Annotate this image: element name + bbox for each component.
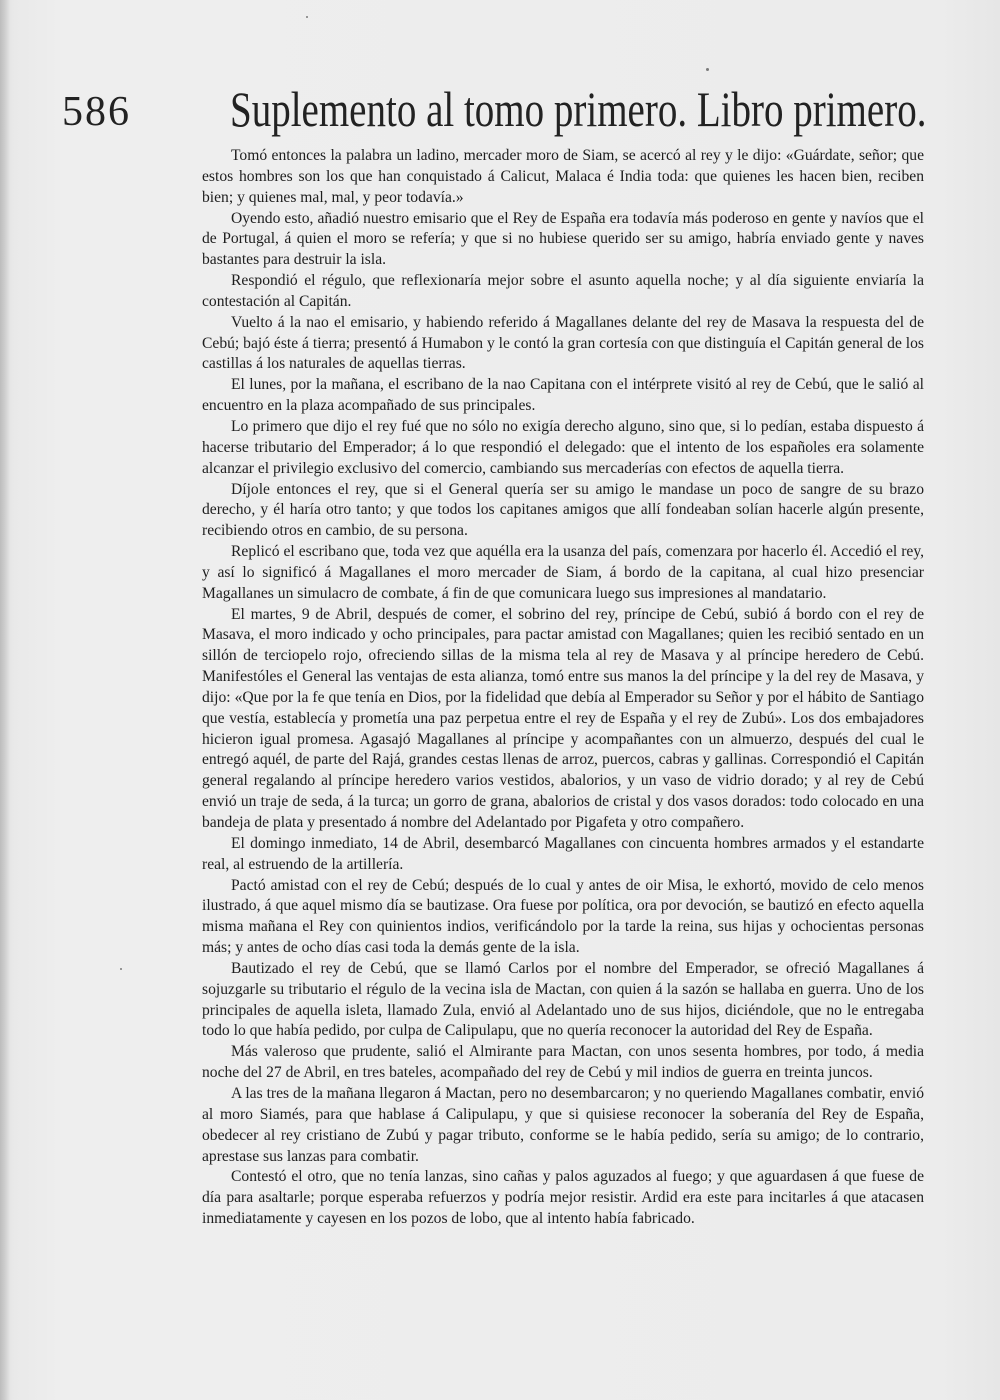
paragraph: Respondió el régulo, que reflexionaría mejor sobre el asunto aquella noche; y al día siguiente enviaría la contestación al Capitán. [202, 272, 924, 310]
paragraph: Contestó el otro, que no tenía lanzas, sino cañas y palos aguzados al fuego; y que aguardasen á que fuese de día para asaltarle; porque esperaba refuerzos y podría mejor resistir. Ardid era este para incitarles á que atacasen inmediatamente y cayesen en los pozos de lobo, que al intento había fabricado. [202, 1168, 924, 1228]
paragraph: Oyendo esto, añadió nuestro emisario que el Rey de España era todavía más poderoso en gente y navíos que el de Portugal, á quien el moro se refería; y que si no hubiese querido ser su amigo, habría enviado gente y naves bastantes para destruir la isla. [202, 209, 924, 269]
body-text [202, 146, 924, 1230]
paragraph: Lo primero que dijo el rey fué que no sólo no exigía derecho alguno, sino que, si lo pedían, estaba dispuesto á hacerse tributario del Emperador; á lo que respondió el delegado: que el intento de los españoles era solamente alcanzar el privilegio exclusivo del comercio, cambiando sus mercaderías con efectos de aquella tierra. [202, 417, 924, 477]
paper-speck [706, 68, 709, 71]
paragraph: Bautizado el rey de Cebú, que se llamó Carlos por el nombre del Emperador, se ofreció Magallanes á sojuzgarle su tributario el régulo de la vecina isla de Mactan, con quien á la sazón se hallaba en guerra. Uno de los principales de aquella isleta, llamado Zula, envió al Adelantado uno de sus hijos, diciéndole, que no le entregaba todo lo que había pedido, por culpa de Calipulapu, que no quería reconocer la autoridad del Rey de España. [202, 959, 924, 1040]
paragraph: Replicó el escribano que, toda vez que aquélla era la usanza del país, comenzara por hacerlo él. Accedió el rey, y así lo significó á Magallanes el moro mercader de Siam, á bordo de la capitana, al cual hizo presenciar Magallanes un simulacro de combate, á fin de que comunicara luego sus impresiones al mandatario. [202, 543, 924, 602]
paragraph: Vuelto á la nao el emisario, y habiendo referido á Magallanes delante del rey de Masava la respuesta del de Cebú; bajó éste á tierra; presentó á Humabon y le contó la gran cortesía con que distinguía el Capitán general de los castillas á los naturales de aquellas tierras. [202, 313, 924, 373]
paragraph: El domingo inmediato, 14 de Abril, desembarcó Magallanes con cincuenta hombres armados y el estandarte real, al estruendo de la artillería. [202, 834, 924, 873]
page-number: 586 [62, 89, 131, 135]
paragraph: Díjole entonces el rey, que si el General quería ser su amigo le mandase un poco de sangre de su brazo derecho, y él haría otro tanto; y que todos los capitanes amigos que allí fondeaban solían hacerle algún presente, recibiendo otros en cambio, de su persona. [202, 480, 924, 540]
paper-speck [120, 968, 122, 970]
paper-speck [306, 16, 308, 18]
paragraph: El martes, 9 de Abril, después de comer, el sobrino del rey, príncipe de Cebú, subió á bordo con el rey de Masava, el moro indicado y ocho principales, para pactar amistad con Magallanes; quien les recibió sentado en un sillón de terciopelo rojo, ofreciendo sillas de la misma tela al rey de Masava y al príncipe heredero de Cebú. Manifestóles el General las ventajas de esta alianza, tomó entre sus manos la del príncipe y la del rey de Masava, y dijo: «Que por la fe que tenía en Dios, por la fidelidad que debía al Emperador su Señor y por el hábito de Santiago que vestía, establecía y prometía una paz perpetua entre el rey de España y el rey de Zubú». Los dos embajadores hicieron igual promesa. Agasajó Magallanes al príncipe y acompañantes con un almuerzo, después del cual le entregó aquél, de parte del Rajá, grandes cestas llenas de arroz, puercos, cabras y gallinas. Correspondió el Capitán general regalando al príncipe heredero varios vestidos, abalorios, y un vaso de vidrio dorado; y al rey de Cebú envió un traje de seda, á la turca; un gorro de grana, abalorios de cristal y dos vasos dorados: todo colocado en una bandeja de plata y presentado á nombre del Adelantado por Pigafeta y otro compañero. [202, 605, 924, 831]
paragraph: El lunes, por la mañana, el escribano de la nao Capitana con el intérprete visitó al rey de Cebú, que le salió al encuentro en la plaza acompañado de sus principales. [202, 376, 924, 415]
paragraph: Más valeroso que prudente, salió el Almirante para Mactan, con unos sesenta hombres, por todo, á media noche del 27 de Abril, en tres bateles, acompañado del rey de Cebú y mil indios de guerra en treinta juncos. [202, 1043, 924, 1082]
paragraph: Tomó entonces la palabra un ladino, mercader moro de Siam, se acercó al rey y le dijo: «Guárdate, señor; que estos hombres son los que han conquistado á Calicut, Malaca é India toda: que quienes les hacen bien, reciben bien; y quienes mal, mal, y peor todavía.» [202, 147, 924, 206]
page-header [62, 80, 932, 142]
paragraph: A las tres de la mañana llegaron á Mactan, pero no desembarcaron; y no queriendo Magallanes combatir, envió al moro Siamés, para que hablase á Calipulapu, y que si quisiese reconocer la soberanía del Rey de España, obedecer al rey cristiano de Zubú y pagar tributo, conforme se le había pedido, sería su amigo; de lo contrario, aprestase sus lanzas para combatir. [202, 1084, 924, 1165]
running-title: Suplemento al tomo primero. Libro primero. [230, 81, 927, 137]
binding-shadow [0, 0, 10, 1400]
paragraph: Pactó amistad con el rey de Cebú; después de lo cual y antes de oir Misa, le exhortó, movido de celo menos ilustrado, á que aquel mismo día se bautizase. Ora fuese por política, ora por devoción, se bautizó en efecto aquella misma mañana el Rey con quinientos indios, verificándolo por la tarde la reina, sus hijas y ochocientas personas más; y antes de ocho días casi toda la demás gente de la isla. [202, 876, 924, 957]
